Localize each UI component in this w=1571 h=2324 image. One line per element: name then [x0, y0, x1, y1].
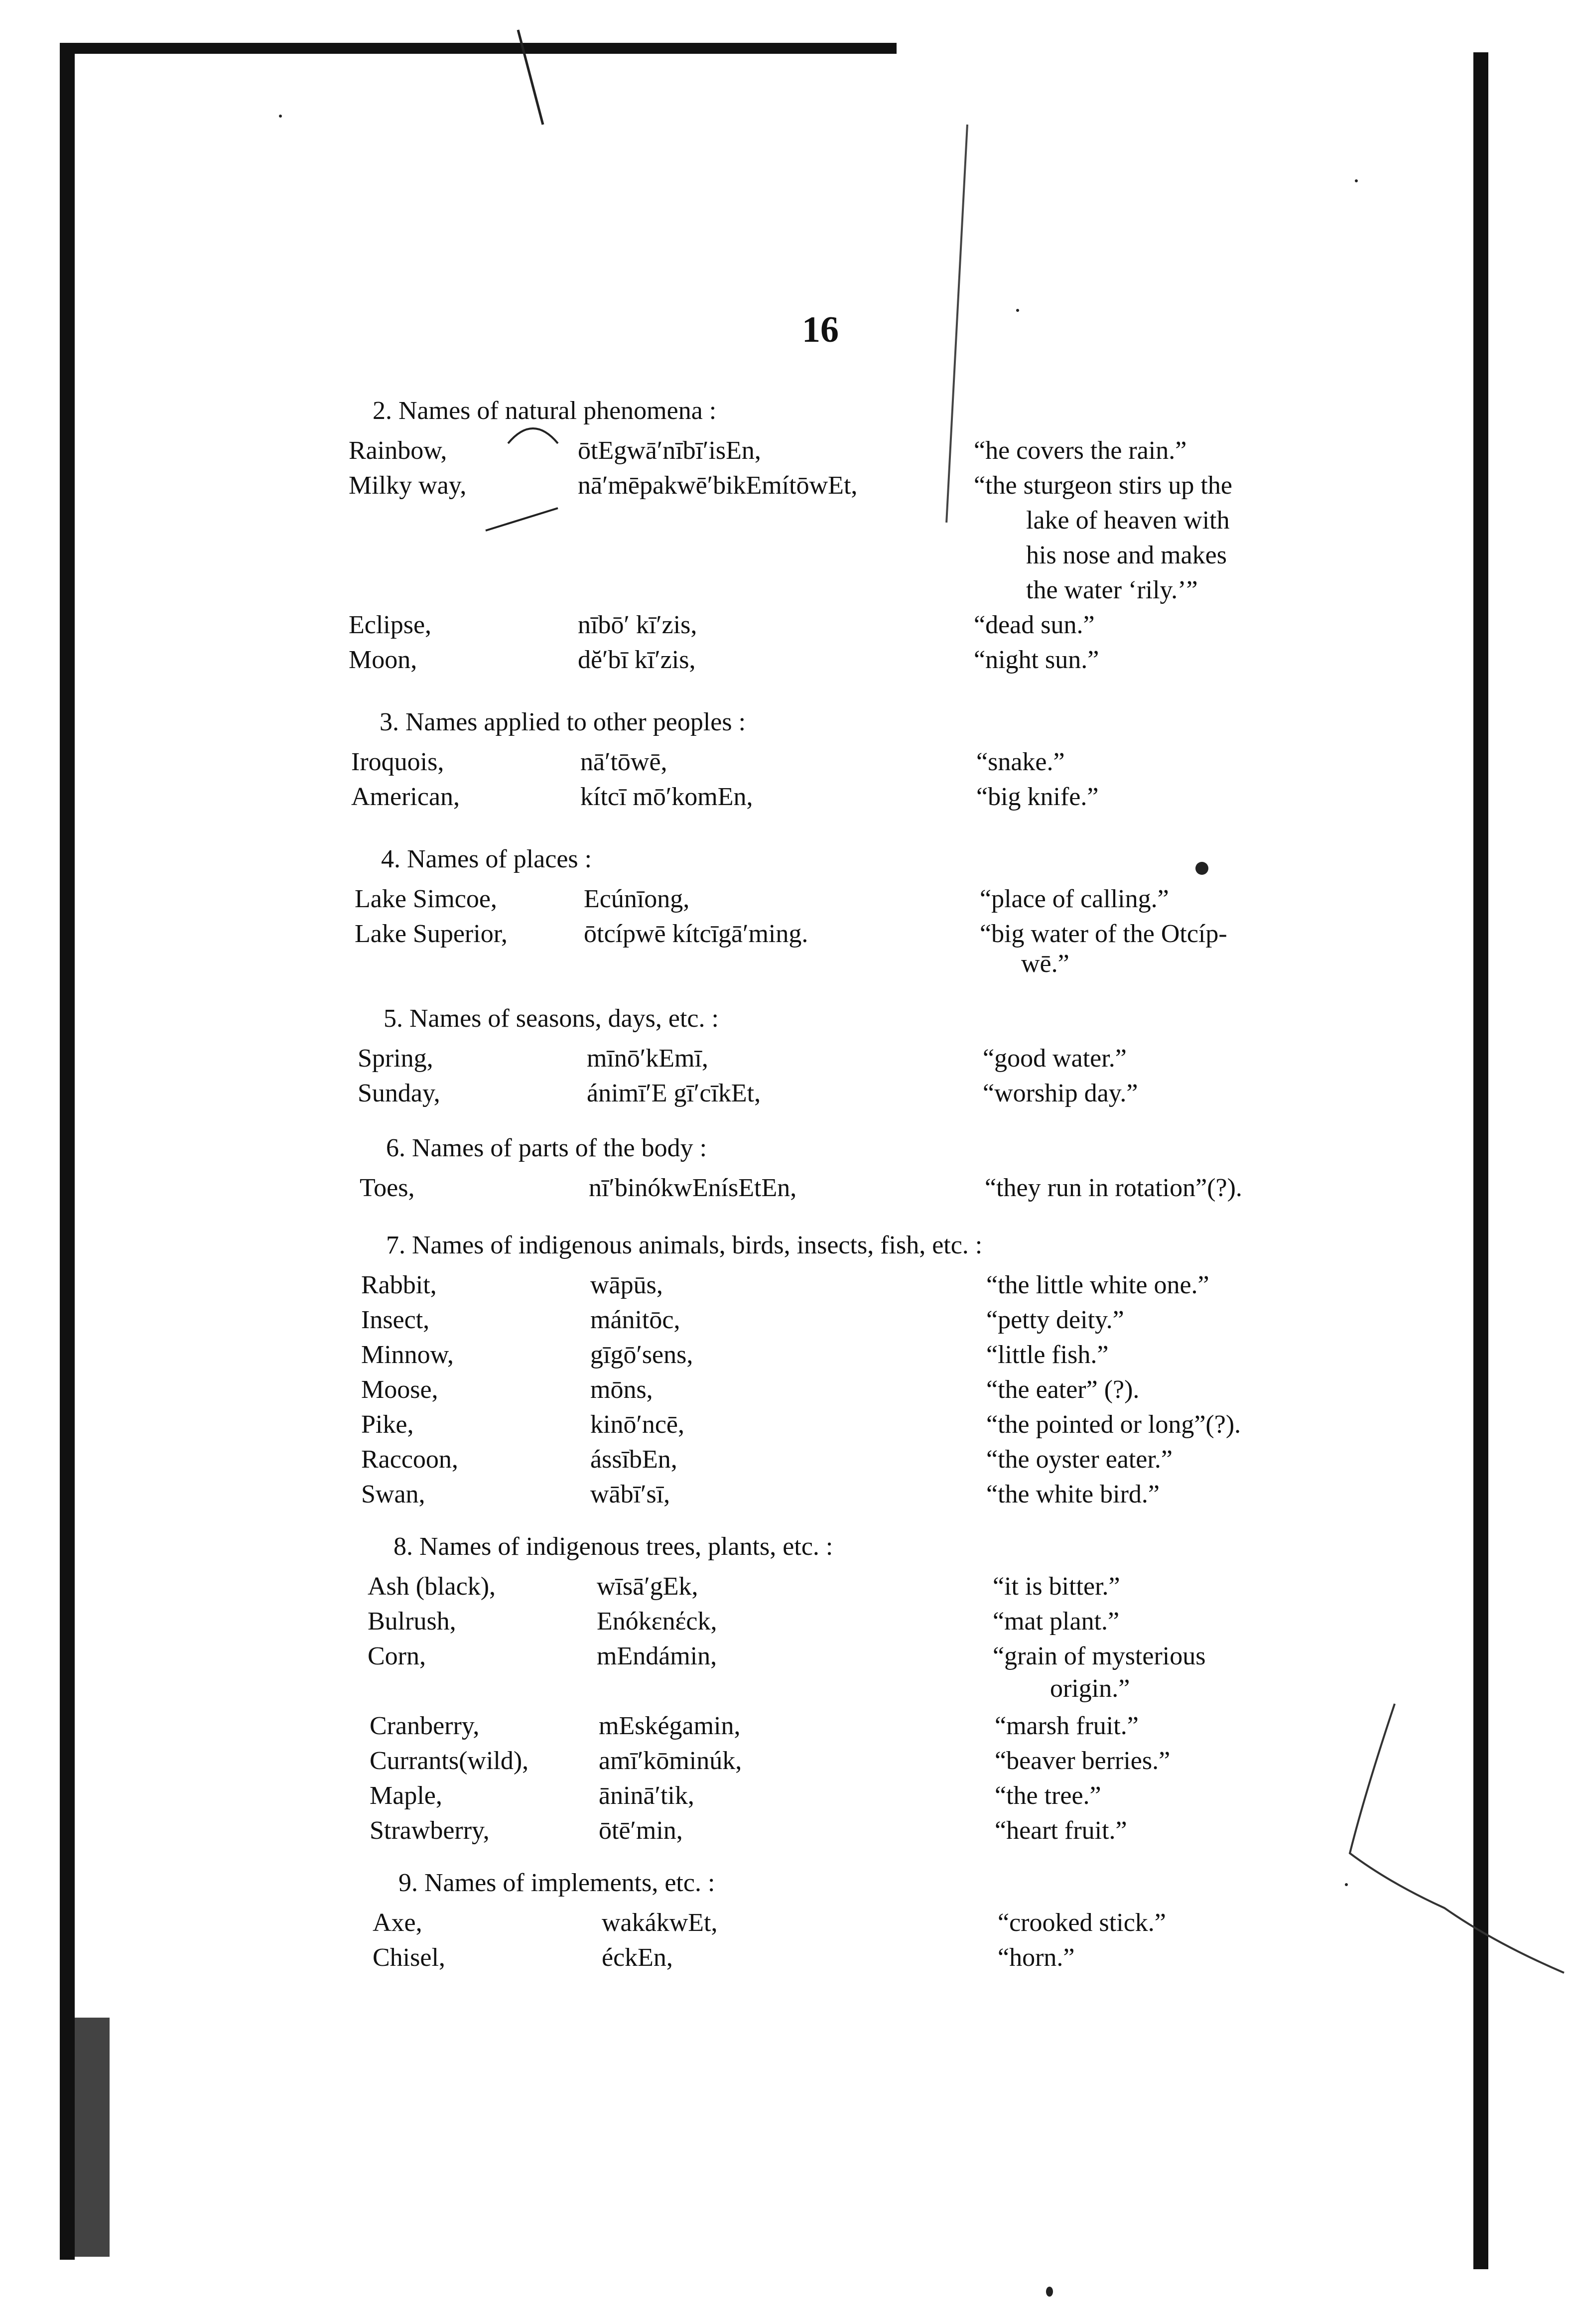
english-term: Moon, — [349, 646, 417, 674]
translation: “the sturgeon stirs up the — [974, 471, 1232, 500]
section-title: 3. Names applied to other peoples : — [380, 708, 746, 736]
english-term: Raccoon, — [361, 1445, 458, 1474]
english-term: Iroquois, — [351, 748, 444, 776]
section-title: 2. Names of natural phenomena : — [373, 397, 717, 425]
english-term: Eclipse, — [349, 611, 432, 639]
translation-continued: origin.” — [1050, 1674, 1130, 1703]
native-term: nībō′ kī′zis, — [578, 611, 697, 639]
english-term: Bulrush, — [368, 1607, 456, 1636]
translation: “place of calling.” — [980, 885, 1169, 913]
translation: “dead sun.” — [974, 611, 1095, 639]
translation-continued: his nose and makes — [1026, 541, 1227, 569]
native-term: nī′binókwEnísEtEn, — [589, 1174, 797, 1202]
english-term: Lake Superior, — [355, 920, 508, 948]
english-term: Insect, — [361, 1306, 430, 1334]
translation: “night sun.” — [974, 646, 1099, 674]
section-title: 6. Names of parts of the body : — [386, 1134, 707, 1162]
translation: “the pointed or long”(?). — [986, 1410, 1241, 1439]
native-term: gīgō′sens, — [590, 1341, 693, 1369]
english-term: Cranberry, — [370, 1712, 480, 1740]
native-term: mánitōc, — [590, 1306, 680, 1334]
translation: “crooked stick.” — [998, 1909, 1166, 1937]
translation: “beaver berries.” — [995, 1747, 1171, 1775]
native-term: Enókεnέck, — [597, 1607, 717, 1636]
section-title: 9. Names of implements, etc. : — [398, 1869, 715, 1897]
native-term: ássībEn, — [590, 1445, 677, 1474]
section-title: 5. Names of seasons, days, etc. : — [384, 1004, 719, 1033]
native-term: āninā′tik, — [599, 1781, 694, 1810]
native-term: Ecúnīong, — [584, 885, 690, 913]
native-term: ōtcípwē kítcīgā′ming. — [584, 920, 808, 948]
section-title: 4. Names of places : — [381, 845, 592, 873]
english-term: Swan, — [361, 1480, 425, 1508]
native-term: ánimī′E gī′cīkEt, — [587, 1079, 761, 1107]
translation: “he covers the rain.” — [974, 436, 1187, 465]
native-term: kítcī mō′komEn, — [580, 783, 753, 811]
english-term: Axe, — [373, 1909, 422, 1937]
translation: “big knife.” — [976, 783, 1099, 811]
translation: “heart fruit.” — [995, 1816, 1127, 1845]
translation: “horn.” — [998, 1943, 1075, 1972]
translation: “marsh fruit.” — [995, 1712, 1139, 1740]
english-term: Strawberry, — [370, 1816, 490, 1845]
native-term: dĕ′bī kī′zis, — [578, 646, 696, 674]
translation: “they run in rotation”(?). — [985, 1174, 1242, 1202]
section-title: 8. Names of indigenous trees, plants, etc. : — [393, 1532, 833, 1561]
english-term: Currants(wild), — [370, 1747, 529, 1775]
english-term: Ash (black), — [368, 1572, 496, 1601]
native-term: nā′mēpakwē′bikEmítōwEt, — [578, 471, 858, 500]
native-term: mEndámin, — [597, 1642, 717, 1670]
native-term: éckEn, — [602, 1943, 673, 1972]
english-term: Moose, — [361, 1375, 438, 1404]
translation: “worship day.” — [983, 1079, 1138, 1107]
translation: “grain of mysterious — [993, 1642, 1206, 1670]
section-title: 7. Names of indigenous animals, birds, insects, fish, etc. : — [386, 1231, 983, 1259]
translation: “little fish.” — [986, 1341, 1109, 1369]
english-term: Minnow, — [361, 1341, 454, 1369]
page-number: 16 — [802, 309, 839, 350]
english-term: Chisel, — [373, 1943, 445, 1972]
native-term: kinō′ncē, — [590, 1410, 684, 1439]
translation: “good water.” — [983, 1044, 1127, 1073]
translation: “mat plant.” — [993, 1607, 1120, 1636]
english-term: Spring, — [358, 1044, 433, 1073]
english-term: Maple, — [370, 1781, 442, 1810]
translation: “the white bird.” — [986, 1480, 1160, 1508]
native-term: wakákwEt, — [602, 1909, 718, 1937]
translation: “the oyster eater.” — [986, 1445, 1173, 1474]
translation-continued: the water ‘rily.’” — [1026, 576, 1198, 604]
native-term: amī′kōminúk, — [599, 1747, 742, 1775]
english-term: Milky way, — [349, 471, 467, 500]
translation: “snake.” — [976, 748, 1065, 776]
translation: “the tree.” — [995, 1781, 1101, 1810]
english-term: Lake Simcoe, — [355, 885, 497, 913]
translation: “the eater” (?). — [986, 1375, 1140, 1404]
english-term: Pike, — [361, 1410, 414, 1439]
translation: “it is bitter.” — [993, 1572, 1120, 1601]
native-term: mīnō′kEmī, — [587, 1044, 708, 1073]
english-term: Rabbit, — [361, 1271, 437, 1299]
english-term: Toes, — [360, 1174, 415, 1202]
native-term: mEskégamin, — [599, 1712, 741, 1740]
english-term: Corn, — [368, 1642, 426, 1670]
native-term: wāpūs, — [590, 1271, 663, 1299]
translation: “big water of the Otcíp- — [980, 920, 1227, 948]
native-term: mōns, — [590, 1375, 653, 1404]
native-term: wīsā′gEk, — [597, 1572, 698, 1601]
native-term: ōtEgwā′nībī′isEn, — [578, 436, 761, 465]
english-term: American, — [351, 783, 460, 811]
translation: “the little white one.” — [986, 1271, 1209, 1299]
translation: “petty deity.” — [986, 1306, 1124, 1334]
english-term: Sunday, — [358, 1079, 440, 1107]
english-term: Rainbow, — [349, 436, 447, 465]
native-term: ōtē′min, — [599, 1816, 683, 1845]
native-term: nā′tōwē, — [580, 748, 667, 776]
translation-continued: lake of heaven with — [1026, 506, 1230, 535]
translation-continued: wē.” — [1021, 950, 1069, 978]
native-term: wābī′sī, — [590, 1480, 670, 1508]
